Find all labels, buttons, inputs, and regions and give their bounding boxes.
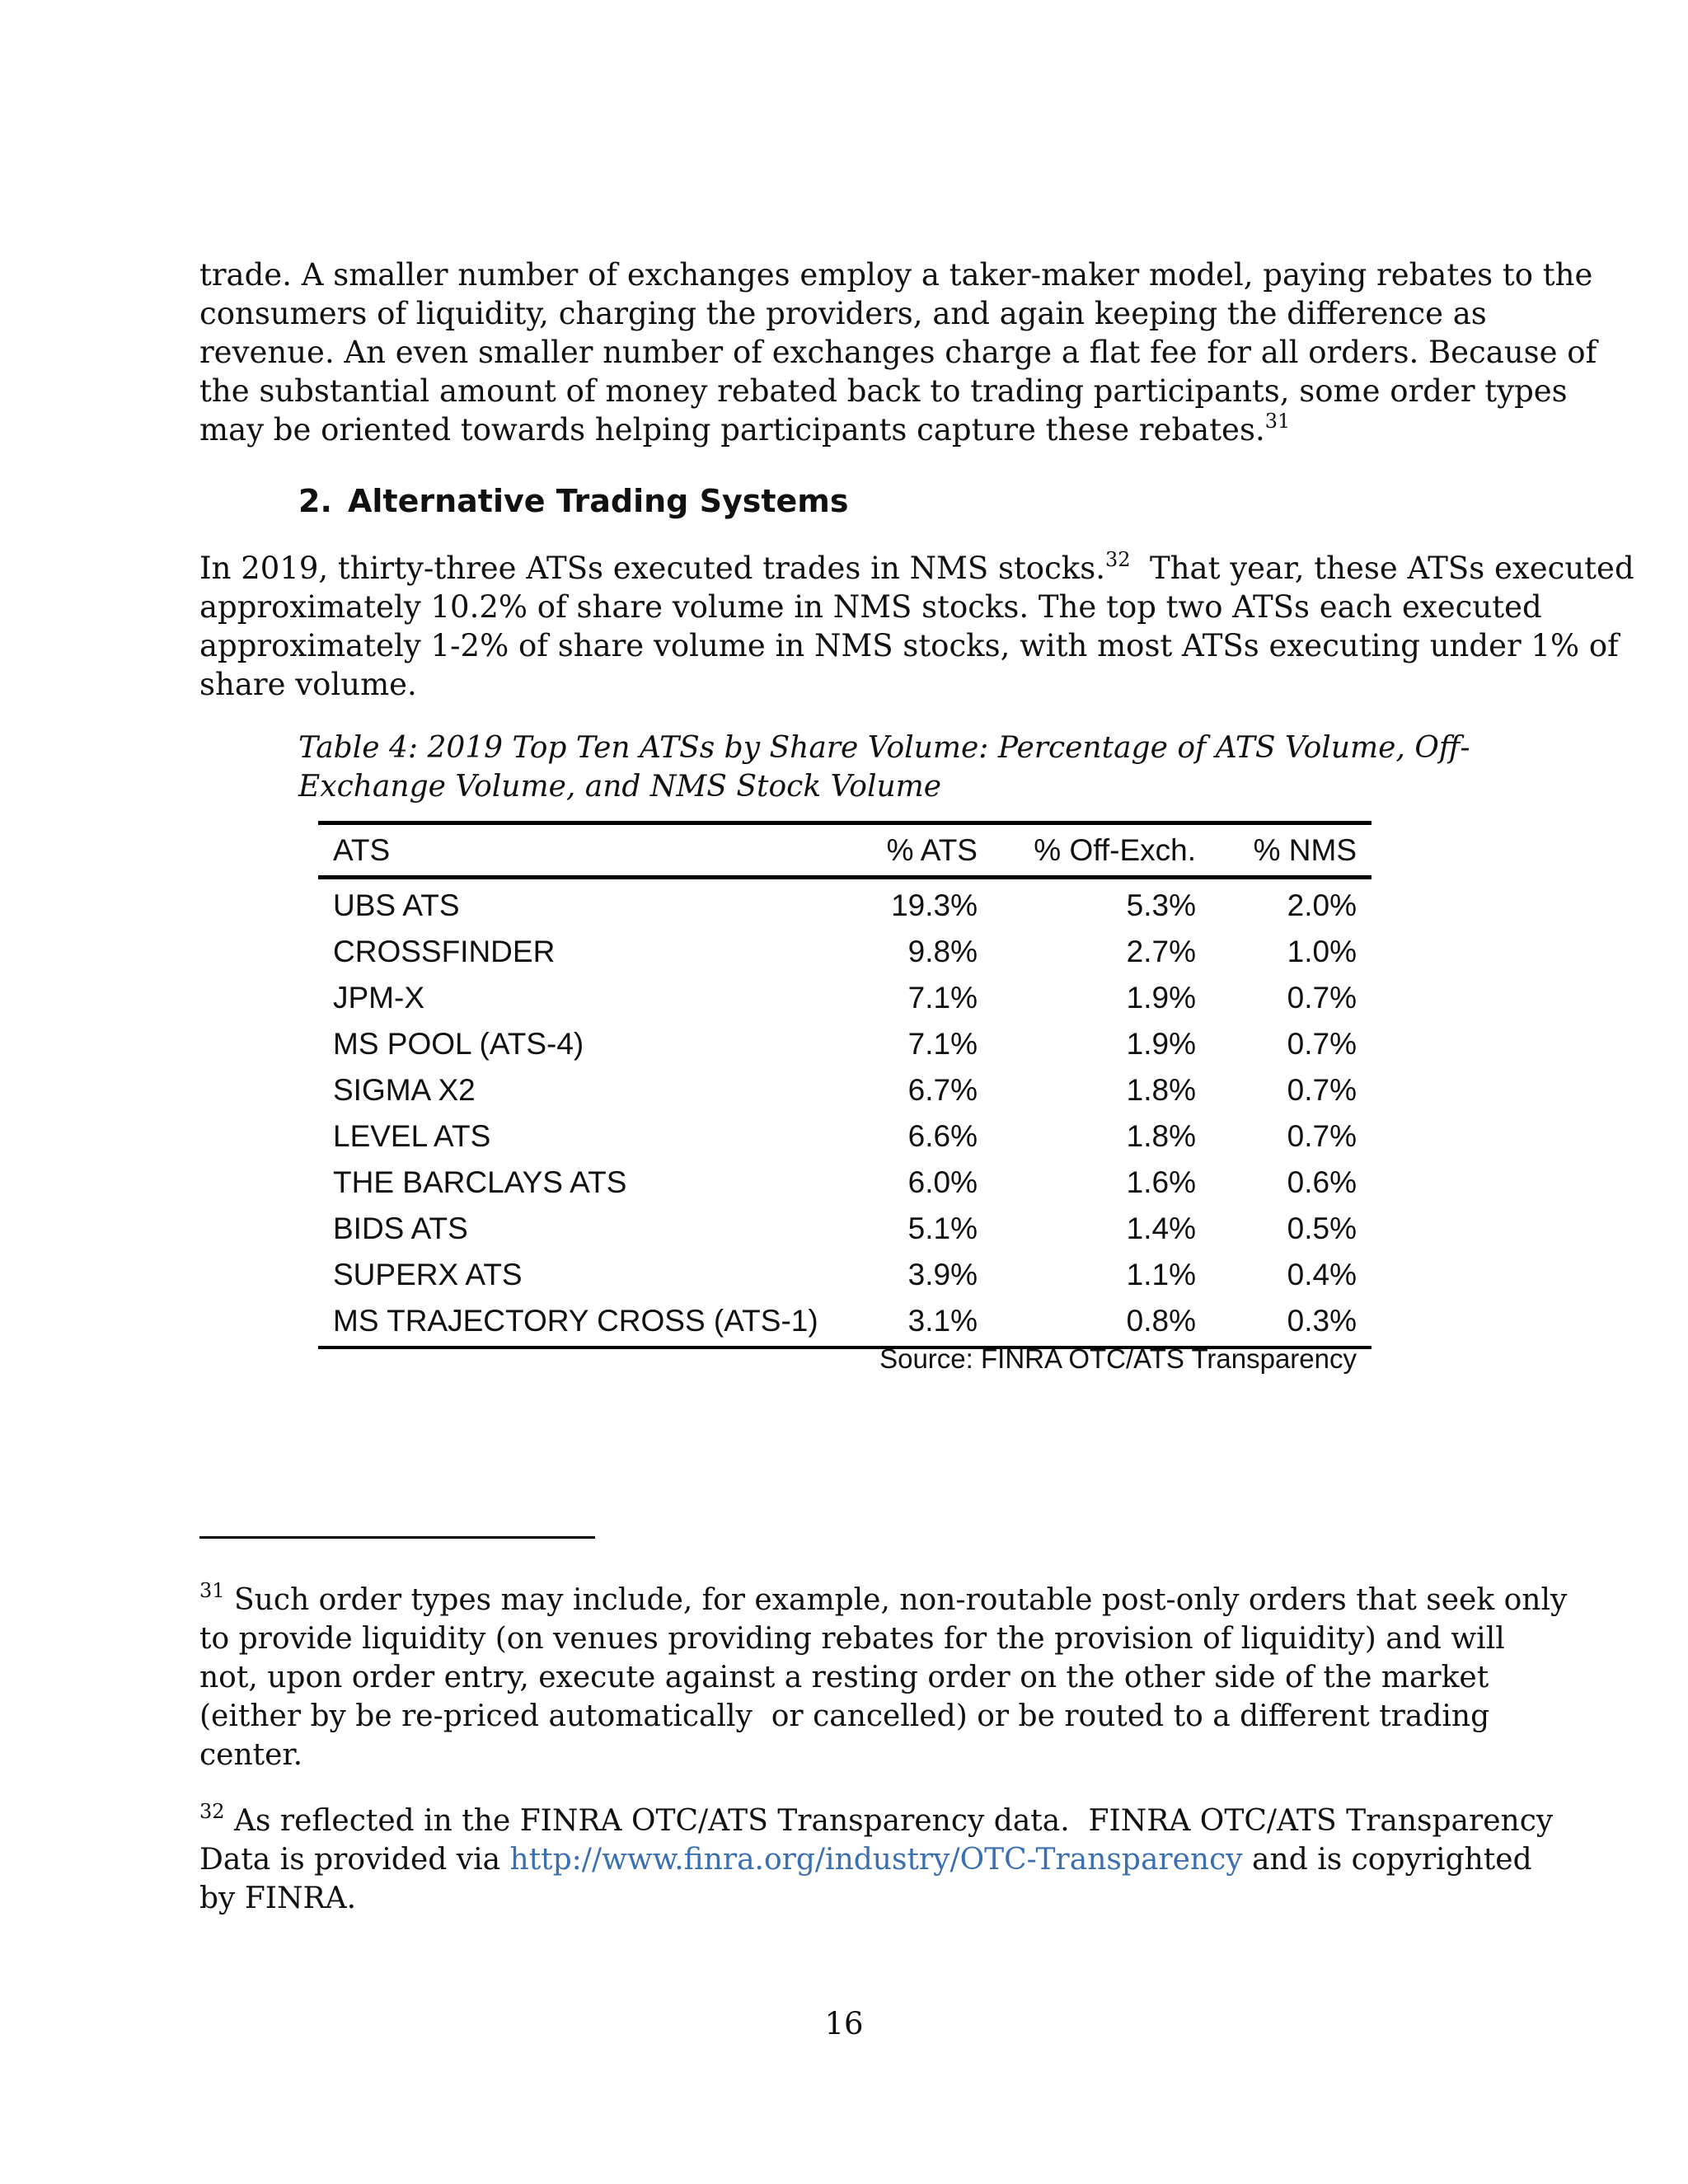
cell-ats-name: THE BARCLAYS ATS [333, 1165, 627, 1199]
cell-pct-nms: 0.7% [1287, 1073, 1357, 1107]
cell-pct-nms: 1.0% [1287, 935, 1357, 968]
section-heading [298, 476, 849, 526]
footnote-line [199, 1840, 1532, 1879]
footnote-line: (either by be re-priced automatically or cancelled) or be routed to a different trading [199, 1699, 1490, 1733]
cell-pct-off-exch: 1.4% [1126, 1212, 1196, 1245]
cell-ats-name: SIGMA X2 [333, 1073, 476, 1107]
header-ats: ATS [333, 832, 391, 867]
cell-pct-ats: 7.1% [907, 1027, 978, 1061]
cell-pct-off-exch: 0.8% [1126, 1304, 1196, 1338]
cell-pct-ats: 6.0% [907, 1165, 978, 1199]
header-pct-nms: % NMS [1253, 832, 1357, 867]
table-body [318, 879, 1372, 1346]
cell-pct-nms: 0.6% [1287, 1165, 1357, 1199]
text-line: revenue. An even smaller number of exchanges charge a flat fee for all orders. Because of [199, 335, 1597, 370]
footnote-line: not, upon order entry, execute against a resting order on the other side of the market [199, 1661, 1489, 1694]
cell-pct-nms: 0.7% [1287, 981, 1357, 1015]
text-line [199, 410, 1510, 449]
footnote-text: Such order types may include, for example, non-routable post-only orders that seek only [224, 1583, 1568, 1617]
cell-pct-ats: 5.1% [907, 1212, 978, 1245]
table-source-note: Source: FINRA OTC/ATS Transparency [879, 1343, 1357, 1374]
cell-ats-name: UBS ATS [333, 888, 460, 922]
section-number: 2. [298, 483, 332, 519]
cell-ats-name: MS TRAJECTORY CROSS (ATS-1) [333, 1304, 818, 1338]
text-line [199, 547, 1634, 588]
cell-pct-ats: 19.3% [891, 888, 978, 922]
caption-line: Table 4: 2019 Top Ten ATSs by Share Volume: Percentage of ATS Volume, Off- [298, 731, 1470, 765]
footnote-line: to provide liquidity (on venues providing rebates for the provision of liquidity) and will [199, 1622, 1505, 1656]
section-title: Alternative Trading Systems [348, 483, 849, 519]
cell-pct-ats: 6.6% [907, 1119, 978, 1153]
cell-pct-nms: 0.4% [1287, 1258, 1357, 1291]
ats-volume-table [318, 821, 1372, 1349]
body-paragraph-1 [199, 255, 1597, 449]
header-pct-ats: % ATS [886, 832, 978, 867]
text-line: share volume. [199, 667, 417, 702]
text-line: trade. A smaller number of exchanges employ a taker-maker model, paying rebates to the [199, 257, 1593, 293]
footnote-line [199, 1579, 1568, 1619]
text-line: approximately 10.2% of share volume in NMS stocks. The top two ATSs each executed [199, 589, 1542, 625]
cell-pct-off-exch: 1.1% [1126, 1258, 1196, 1291]
text-line: approximately 1-2% of share volume in NMS stocks, with most ATSs executing under 1% of [199, 628, 1619, 663]
table-row [318, 1067, 1372, 1113]
cell-pct-ats: 9.8% [907, 935, 978, 968]
cell-pct-nms: 0.3% [1287, 1304, 1357, 1338]
table-row [318, 1298, 1372, 1344]
table-row [318, 1021, 1372, 1067]
table-row [318, 1206, 1372, 1252]
cell-pct-off-exch: 1.9% [1126, 1027, 1196, 1061]
cell-pct-ats: 3.1% [907, 1304, 978, 1338]
footnote-31 [199, 1579, 1568, 1774]
cell-pct-off-exch: 1.8% [1126, 1073, 1196, 1107]
caption-line: Exchange Volume, and NMS Stock Volume [298, 770, 942, 804]
footnote-line [199, 1800, 1554, 1840]
cell-pct-off-exch: 5.3% [1126, 888, 1196, 922]
footnote-ref-31[interactable]: 31 [1264, 409, 1291, 433]
table-caption [298, 729, 1470, 806]
table-row [318, 975, 1372, 1021]
footnote-32 [199, 1800, 1554, 1918]
cell-pct-off-exch: 1.6% [1126, 1165, 1196, 1199]
table-row [318, 1160, 1372, 1206]
footnote-number: 32 [199, 1800, 225, 1823]
table-row [318, 883, 1372, 929]
cell-pct-off-exch: 2.7% [1126, 935, 1196, 968]
cell-ats-name: LEVEL ATS [333, 1119, 491, 1153]
page-number: 16 [824, 2006, 864, 2041]
cell-pct-nms: 0.5% [1287, 1212, 1357, 1245]
cell-ats-name: SUPERX ATS [333, 1258, 523, 1291]
table-row [318, 929, 1372, 975]
footnote-number: 31 [199, 1579, 225, 1602]
text-line: consumers of liquidity, charging the providers, and again keeping the difference as [199, 296, 1487, 331]
footnote-line: by FINRA. [199, 1882, 357, 1915]
cell-ats-name: CROSSFINDER [333, 935, 556, 968]
cell-pct-nms: 0.7% [1287, 1119, 1357, 1153]
cell-pct-nms: 2.0% [1287, 888, 1357, 922]
cell-ats-name: MS POOL (ATS-4) [333, 1027, 584, 1061]
cell-pct-ats: 7.1% [907, 981, 978, 1015]
cell-pct-off-exch: 1.9% [1126, 981, 1196, 1015]
body-paragraph-2 [199, 547, 1634, 704]
table-row [318, 1113, 1372, 1160]
cell-pct-ats: 3.9% [907, 1258, 978, 1291]
footnote-separator [199, 1536, 595, 1539]
table-row [318, 1252, 1372, 1298]
cell-pct-nms: 0.7% [1287, 1027, 1357, 1061]
text-line-content: That year, these ATSs executed [1130, 551, 1634, 586]
cell-pct-ats: 6.7% [907, 1073, 978, 1107]
cell-pct-off-exch: 1.8% [1126, 1119, 1196, 1153]
footnote-text: As reflected in the FINRA OTC/ATS Transparency data. FINRA OTC/ATS Transparency [224, 1804, 1554, 1838]
footnote-line: center. [199, 1738, 303, 1772]
text-line-content: In 2019, thirty-three ATSs executed trades in NMS stocks. [199, 551, 1105, 586]
footnote-text: and is copyrighted [1242, 1843, 1532, 1877]
footnote-ref-32[interactable]: 32 [1104, 547, 1131, 571]
table-header-row [318, 825, 1372, 875]
footnote-text: Data is provided via [199, 1843, 510, 1877]
finra-transparency-link[interactable]: http://www.finra.org/industry/OTC-Transparency [509, 1843, 1243, 1877]
cell-ats-name: BIDS ATS [333, 1212, 468, 1245]
header-pct-off-exch: % Off-Exch. [1034, 832, 1196, 867]
cell-ats-name: JPM-X [333, 981, 424, 1015]
text-line: the substantial amount of money rebated back to trading participants, some order types [199, 373, 1568, 409]
text-line-content: may be oriented towards helping participants capture these rebates. [199, 412, 1265, 448]
